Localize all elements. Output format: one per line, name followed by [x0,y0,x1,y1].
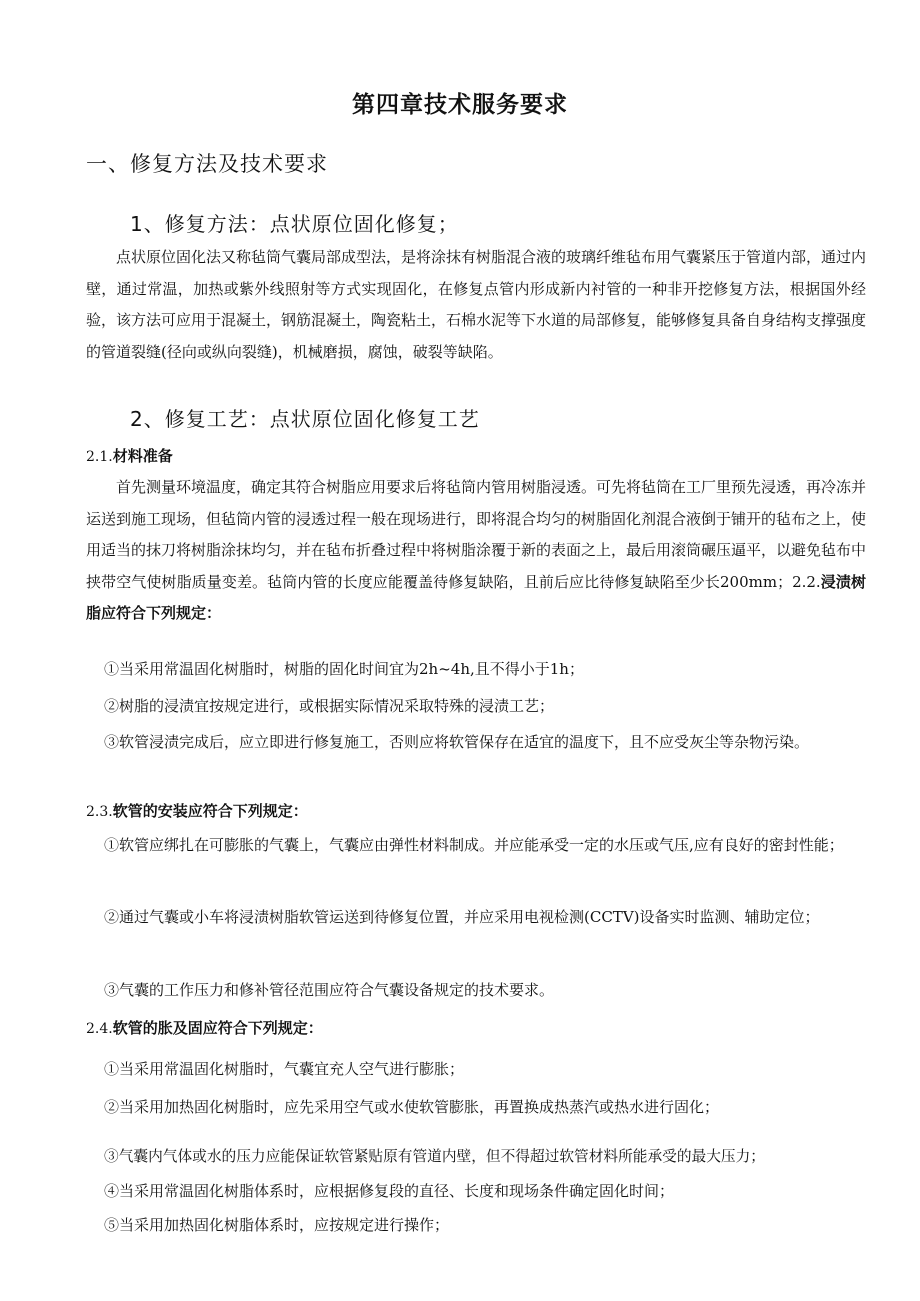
section-2-4-number: 2.4. [86,1021,113,1037]
section-heading-1: 一、修复方法及技术要求 [86,152,328,176]
section-2-4-heading [86,1017,323,1038]
paragraph-materials-text: 首先测量环境温度，确定其符合树脂应用要求后将毡筒内管用树脂浸透。可先将毡筒在工厂里预先浸透，再冷冻并运送到施工现场，但毡筒内管的浸透过程一般在现场进行，即将混合均匀的树脂固化剂混合液倒于铺开的毡布之上，使用适当的抹刀将树脂涂抹均匀，并在毡布折叠过程中将树脂涂覆于新的表面之上，最后用滚筒碾压逼平，以避免毡布中挟带空气使树脂质量变差。毡筒内管的长度应能覆盖待修复缺陷，且前后应比待修复缺陷至少长200mm； [86,478,867,591]
subheading-method-number: 1 [130,212,144,236]
section-2-3-heading [86,800,308,821]
list-item-2-4-1: ①当采用常温固化树脂时，气囊宜充人空气进行膨胀； [104,1060,465,1078]
list-item-2-4-2: ②当采用加热固化树脂时，应先采用空气或水使软管膨胀，再置换成热蒸汽或热水进行固化； [104,1098,720,1116]
list-item-2-4-5: ⑤当采用加热固化树脂体系时，应按规定进行操作； [104,1216,450,1234]
list-item-2-2-1: ①当采用常温固化树脂时，树脂的固化时间宜为2h~4h,且不得小于1h； [104,660,584,678]
page-title: 第四章技术服务要求 [352,91,568,118]
paragraph-method: 点状原位固化法又称毡筒气囊局部成型法，是将涂抹有树脂混合液的玻璃纤维毡布用气囊紧压于管道内部，通过内壁，通过常温，加热或紫外线照射等方式实现固化，在修复点管内形成新内衬管的一种非开挖修复方法，根据国外经验，该方法可应用于混凝土，钢筋混凝土，陶瓷粘土，石棉水泥等下水道的局部修复，能够修复具备自身结构支撑强度的管道裂缝(径向或纵向裂缝)，机械磨损，腐蚀，破裂等缺陷。 [86,248,867,361]
paragraph-materials [86,472,866,630]
list-item-2-4-4: ④当采用常温固化树脂体系时，应根据修复段的直径、长度和现场条件确定固化时间； [104,1182,675,1200]
section-2-2-label: 浸渍树脂应符合下列规定： [86,572,866,622]
subheading-process-number: 2 [130,407,144,431]
section-2-3-label: 软管的安装应符合下列规定： [112,802,308,820]
section-2-3-number: 2.3. [86,804,113,820]
subheading-process-text: 、修复工艺：点状原位固化修复工艺 [143,407,480,431]
subheading-method-text: 、修复方法：点状原位固化修复； [143,212,459,236]
list-item-2-2-2: ②树脂的浸渍宜按规定进行，或根据实际情况采取特殊的浸渍工艺； [104,697,555,715]
section-2-1-heading [86,445,173,466]
list-item-2-3-1: ①软管应绑扎在可膨胀的气囊上，气囊应由弹性材料制成。并应能承受一定的水压或气压,应有良好的密封性能； [104,836,844,854]
list-item-2-4-3: ③气囊内气体或水的压力应能保证软管紧贴原有管道内壁，但不得超过软管材料所能承受的最大压力； [104,1148,765,1165]
list-item-2-2-3: ③软管浸渍完成后，应立即进行修复施工，否则应将软管保存在适宜的温度下，且不应受灰尘等杂物污染。 [104,733,810,751]
list-item-2-3-2: ②通过气囊或小车将浸渍树脂软管运送到待修复位置，并应采用电视检测(CCTV)设备实时监测、辅助定位； [104,908,820,926]
section-2-1-label: 材料准备 [112,447,173,465]
section-2-1-number: 2.1. [86,449,113,465]
section-2-2-number: 2.2. [792,572,821,591]
section-2-4-label: 软管的胀及固应符合下列规定： [112,1019,323,1037]
subheading-method [130,208,459,237]
list-item-2-3-3: ③气囊的工作压力和修补管径范围应符合气囊设备规定的技术要求。 [104,981,555,999]
subheading-process [130,403,480,432]
